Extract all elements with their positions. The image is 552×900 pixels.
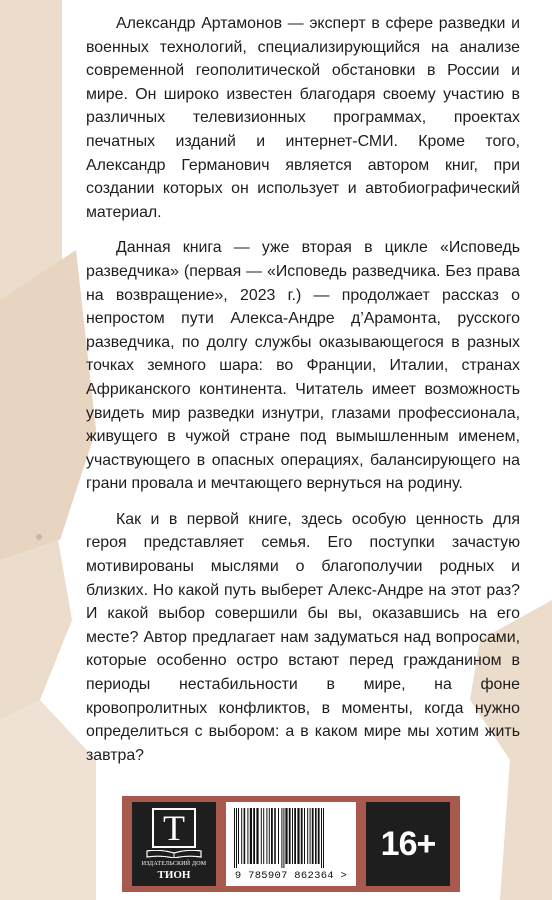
age-rating-badge: 16+: [366, 802, 450, 886]
beige-shape-bottom-left: [0, 540, 72, 720]
barcode-bar: [304, 808, 305, 864]
barcode-bar: [297, 808, 299, 864]
barcode: [226, 802, 356, 886]
publisher-subtitle: ИЗДАТЕЛЬСКИЙ ДОМ: [141, 861, 207, 867]
barcode-bar: [292, 808, 293, 864]
barcode-bar: [307, 808, 308, 864]
barcode-bar: [256, 808, 258, 864]
barcode-bar: [285, 808, 287, 864]
barcode-bar: [241, 808, 242, 864]
barcode-bar: [253, 808, 255, 864]
barcode-bar: [261, 808, 262, 864]
barcode-bar: [321, 808, 322, 868]
publisher-letter: Т: [152, 808, 196, 848]
paragraph-question: Как и в первой книге, здесь особую ценность для героя представляет семья. Его поступки зачастую мотивированы мыслями о благополучии родных и близких. Но какой путь выберет Алекс-Андре на этот раз? И какой выбор совершили бы вы, оказавшись на его месте? Автор предлагает нам задуматься над вопросами, которые особенно остро встают перед гражданином в периоды нестабильности в мире, на фоне кровопролитных конфликтов, в моменты, когда нужно определиться с выбором: а в каком мире мы хотим жить завтра?: [86, 510, 520, 764]
barcode-bar: [281, 808, 282, 868]
barcode-bar: [266, 808, 267, 864]
barcode-bar: [250, 808, 252, 864]
barcode-bar: [301, 808, 303, 864]
barcode-bar: [315, 808, 317, 864]
barcode-bar: [234, 808, 235, 868]
isbn-number: 9 785907 862364 >: [234, 870, 348, 882]
barcode-bar: [283, 808, 284, 868]
barcode-bar: [271, 808, 273, 864]
publisher-logo: [132, 802, 216, 886]
paragraph-book: Данная книга — уже вторая в цикле «Исповедь разведчика» (первая — «Исповедь разведчика. Без права на возвращение», 2023 г.) — продолжает рассказ о непростом пути Алекса-Андре д’Арамонта, русского разведчика, по долгу службы оказывающегося в разных точках земного шара: во Франции, Италии, странах Африканского континента. Читатель имеет возможность увидеть мир разведки изнутри, глазами профессионала, живущего в чужой стране под вымышленным именем, участвующего в опасных операциях, балансирующего на грани провала и мечтающего вернуться на родину.: [86, 239, 520, 493]
barcode-bar: [274, 808, 276, 864]
beige-shape-bottom: [0, 700, 96, 900]
small-dot: [36, 534, 42, 540]
barcode-bar: [247, 808, 248, 864]
barcode-bar: [289, 808, 291, 864]
barcode-bar: [244, 808, 246, 864]
barcode-bar: [318, 808, 320, 864]
barcode-bar: [269, 808, 270, 864]
barcode-bar: [238, 808, 239, 864]
paragraph-author: Александр Артамонов — эксперт в сфере разведки и военных технологий, специализирующийся на анализе современной геополитической обстановки в России и мире. Он широко известен благодаря своему участию в различных телевизионных программах, проектах печатных изданий и интернет-СМИ. Кроме того, Александр Германович является автором книг, при создании которых он использует и автобиографический материал.: [86, 15, 520, 221]
publisher-name: ТИОН: [157, 869, 191, 881]
barcode-bar: [312, 808, 314, 864]
barcode-bars: [232, 808, 350, 868]
annotation-text: [86, 12, 520, 779]
barcode-bar: [323, 808, 324, 868]
barcode-bar: [236, 808, 237, 868]
beige-shape-middle: [0, 250, 96, 560]
book-icon: [146, 850, 202, 858]
barcode-bar: [310, 808, 311, 864]
barcode-bar: [278, 808, 279, 864]
barcode-bar: [263, 808, 264, 864]
barcode-bar: [294, 808, 296, 864]
